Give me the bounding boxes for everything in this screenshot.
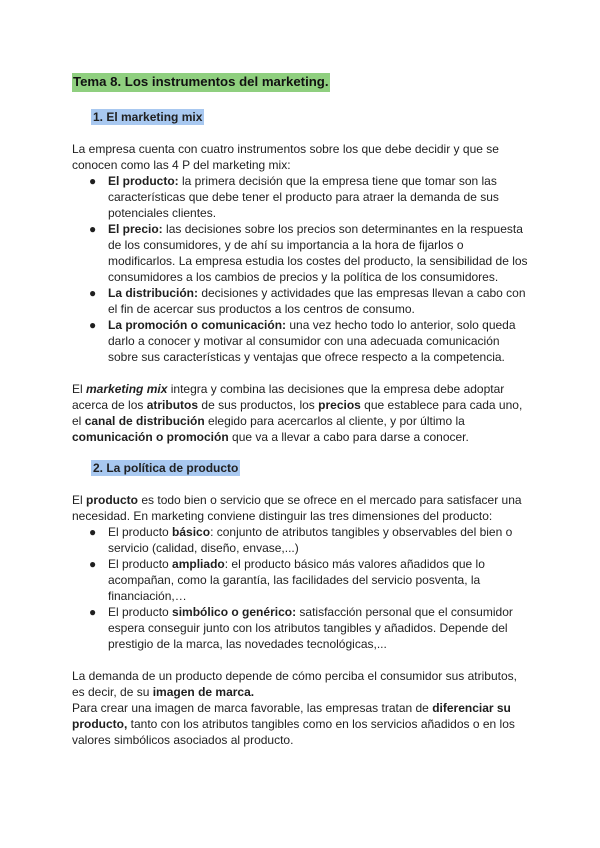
list-item: ● El producto simbólico o genérico: satisfacción personal que el consumidor espera conseguir junto con los atributos tangibles y añadidos. Depende del prestigio de la marca, las novedades tecnológicas,... xyxy=(89,605,513,651)
page-title: Tema 8. Los instrumentos del marketing. xyxy=(72,73,330,92)
section-1-heading: 1. El marketing mix xyxy=(93,110,203,124)
list-item: ● La distribución: decisiones y actividades que las empresas llevan a cabo con el fin de acercar sus productos a los centros de consumo. xyxy=(89,286,526,316)
title-wrap xyxy=(72,73,330,92)
section-2-heading: 2. La política de producto xyxy=(93,461,239,475)
differentiation-paragraph: Para crear una imagen de marca favorable, las empresas tratan de diferenciar su producto, tanto con los atributos tangibles como en los servicios añadidos o en los valores simbólicos asociados al producto. xyxy=(72,701,515,747)
product-dimensions-list xyxy=(72,524,532,652)
marketing-mix-list xyxy=(72,173,532,365)
section-2-intro: El producto es todo bien o servicio que se ofrece en el mercado para satisfacer una necesidad. En marketing conviene distinguir las tres dimensiones del producto: xyxy=(72,493,522,523)
list-item: ● El producto: la primera decisión que la empresa tiene que tomar son las características que debe tener el producto para atraer la demanda de sus potenciales clientes. xyxy=(89,174,499,220)
marketing-mix-summary: El marketing mix integra y combina las decisiones que la empresa debe adoptar acerca de los atributos de sus productos, los precios que establece para cada uno, el canal de distribución elegido para acercarlos al cliente, y por último la comunicación o promoción que va a llevar a cabo para darse a conocer. xyxy=(72,382,523,444)
list-item: ● La promoción o comunicación: una vez hecho todo lo anterior, solo queda darlo a conocer y motivar al consumidor con una adecuada comunicación sobre sus características y ventajas que ofrece respecto a la competencia. xyxy=(89,318,516,364)
section-1-intro: La empresa cuenta con cuatro instrumentos sobre los que debe decidir y que se conocen como las 4 P del marketing mix: xyxy=(72,142,499,172)
list-item: ● El producto ampliado: el producto básico más valores añadidos que lo acompañan, como la garantía, las facilidades del servicio posventa, la financiación,… xyxy=(89,557,485,603)
list-item: ● El precio: las decisiones sobre los precios son determinantes en la respuesta de los consumidores, y de ahí su importancia a la hora de fijarlos o modificarlos. La empresa estudia los costes del producto, la sensibilidad de los consumidores a los cambios de precios y la política de los consumidores. xyxy=(89,222,528,284)
list-item: ● El producto básico: conjunto de atributos tangibles y observables del bien o servicio (calidad, diseño, envase,...) xyxy=(89,525,513,555)
brand-image-paragraph: La demanda de un producto depende de cómo perciba el consumidor sus atributos, es decir, de su imagen de marca. xyxy=(72,669,517,699)
